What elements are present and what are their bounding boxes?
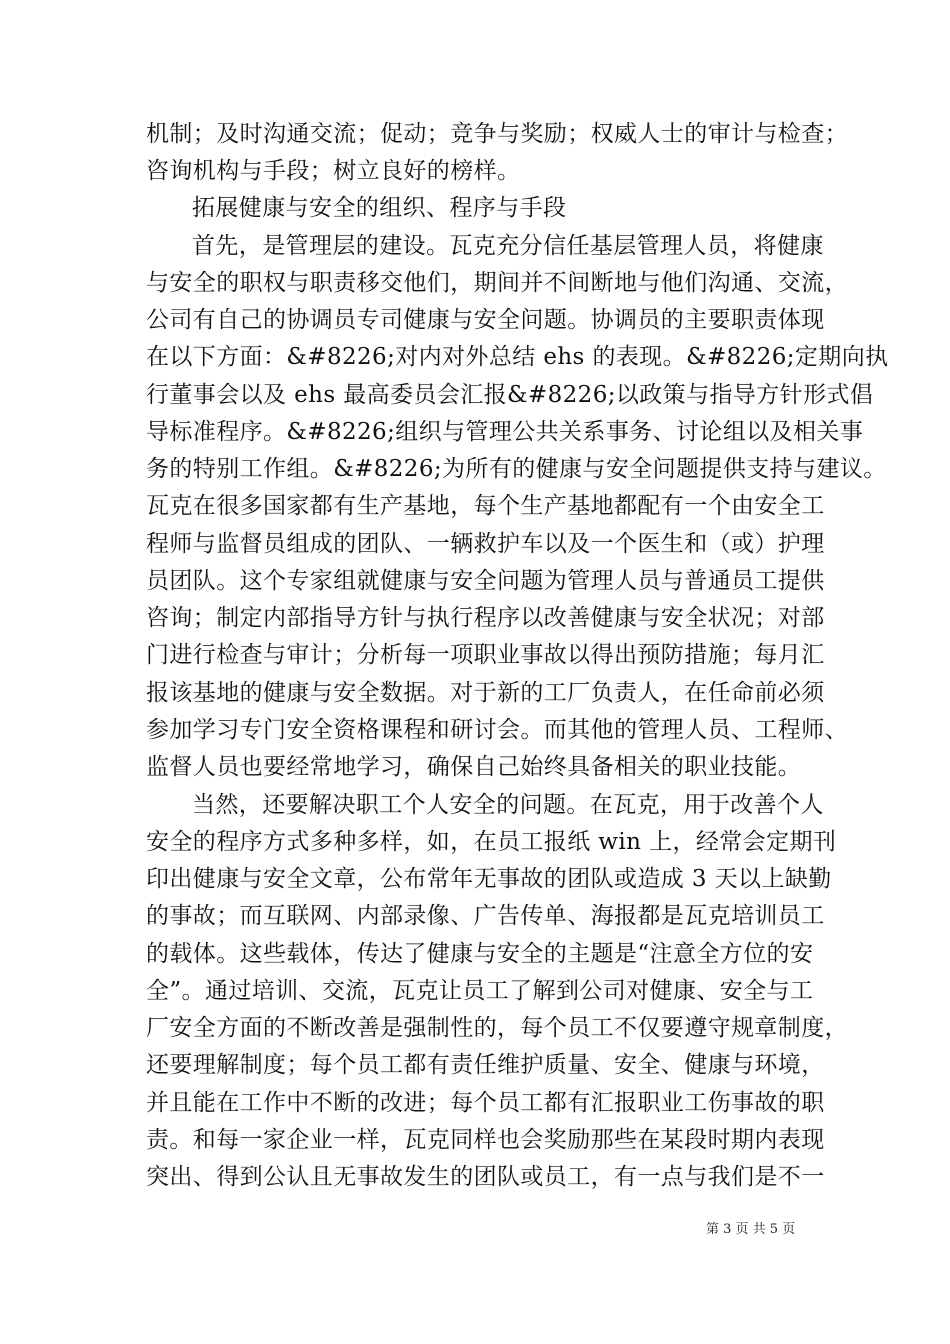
text-line: 印出健康与安全文章，公布常年无事故的团队或造成 3 天以上缺勤 — [146, 866, 832, 892]
text-line: 公司有自己的协调员专司健康与安全问题。协调员的主要职责体现 — [146, 307, 825, 333]
text-line: 行董事会以及 ehs 最高委员会汇报&#8226;以政策与指导方针形式倡 — [146, 382, 874, 408]
page-number-footer: 第 3 页 共 5 页 — [706, 1222, 796, 1237]
text-line: 当然，还要解决职工个人安全的问题。在瓦克，用于改善个人 — [192, 792, 824, 818]
text-line: 务的特别工作组。&#8226;为所有的健康与安全问题提供支持与建议。 — [146, 456, 887, 482]
text-line: 瓦克在很多国家都有生产基地，每个生产基地都配有一个由安全工 — [146, 493, 825, 519]
text-line: 机制；及时沟通交流；促动；竞争与奖励；权威人士的审计与检查； — [146, 121, 848, 147]
text-line: 厂安全方面的不断改善是强制性的，每个员工不仅要遵守规章制度， — [146, 1015, 848, 1041]
text-line: 并且能在工作中不断的改进；每个员工都有汇报职业工伤事故的职 — [146, 1090, 825, 1116]
text-line: 的载体。这些载体，传达了健康与安全的主题是“注意全方位的安 — [146, 941, 814, 967]
text-line: 责。和每一家企业一样，瓦克同样也会奖励那些在某段时期内表现 — [146, 1127, 825, 1153]
section-heading: 拓展健康与安全的组织、程序与手段 — [192, 195, 567, 221]
text-line: 安全的程序方式多种多样，如，在员工报纸 win 上，经常会定期刊 — [146, 829, 837, 855]
text-line: 程师与监督员组成的团队、一辆救护车以及一个医生和（或）护理 — [146, 531, 825, 557]
text-line: 的事故；而互联网、内部录像、广告传单、海报都是瓦克培训员工 — [146, 903, 825, 929]
text-line: 突出、得到公认且无事故发生的团队或员工，有一点与我们是不一 — [146, 1164, 825, 1190]
text-line: 与安全的职权与职责移交他们，期间并不间断地与他们沟通、交流， — [146, 270, 848, 296]
text-line: 监督人员也要经常地学习，确保自己始终具备相关的职业技能。 — [146, 754, 802, 780]
text-line: 员团队。这个专家组就健康与安全问题为管理人员与普通员工提供 — [146, 568, 825, 594]
text-line: 全”。通过培训、交流，瓦克让员工了解到公司对健康、安全与工 — [146, 978, 814, 1004]
text-line: 参加学习专门安全资格课程和研讨会。而其他的管理人员、工程师、 — [146, 717, 848, 743]
text-line: 导标准程序。&#8226;组织与管理公共关系事务、讨论组以及相关事 — [146, 419, 864, 445]
text-line: 门进行检查与审计；分析每一项职业事故以得出预防措施；每月汇 — [146, 642, 825, 668]
text-line: 在以下方面：&#8226;对内对外总结 ehs 的表现。&#8226;定期向执 — [146, 344, 889, 370]
text-line: 还要理解制度；每个员工都有责任维护质量、安全、健康与环境， — [146, 1052, 825, 1078]
text-line: 首先，是管理层的建设。瓦克充分信任基层管理人员，将健康 — [192, 233, 824, 259]
text-line: 咨询；制定内部指导方针与执行程序以改善健康与安全状况；对部 — [146, 605, 825, 631]
text-line: 咨询机构与手段；树立良好的榜样。 — [146, 158, 521, 184]
text-line: 报该基地的健康与安全数据。对于新的工厂负责人，在任命前必须 — [146, 680, 825, 706]
